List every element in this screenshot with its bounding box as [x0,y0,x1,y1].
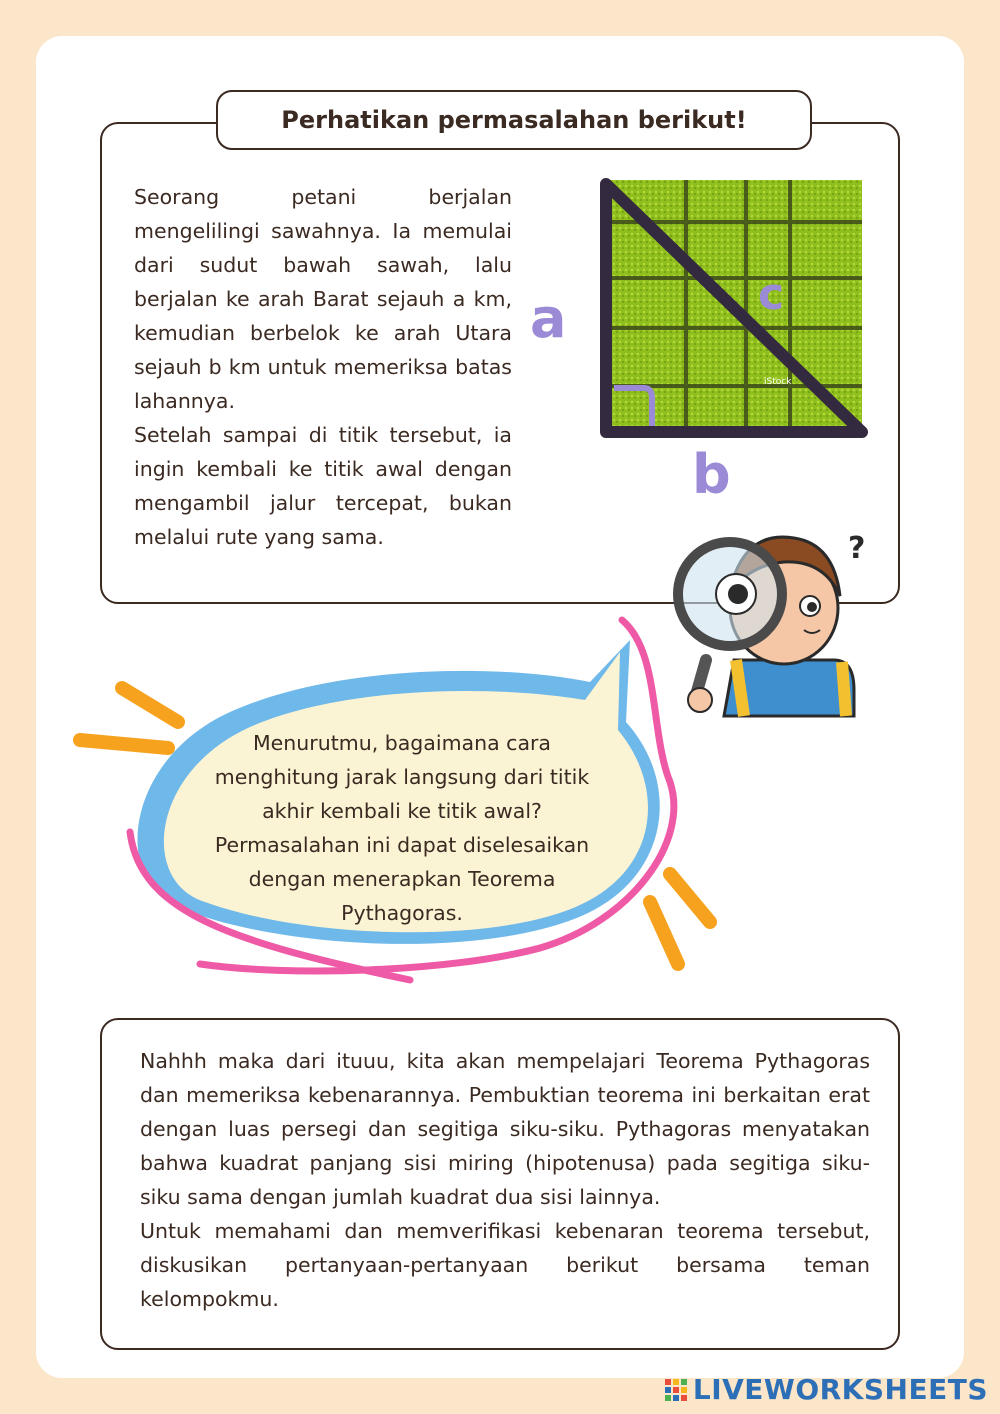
intro-paragraph-1: Nahhh maka dari ituuu, kita akan mempelajari Teorema Pythagoras dan memeriksa kebenarannya. Pembuktian teorema ini berkaitan erat dengan luas persegi dan segitiga siku-siku. Pythagoras menyatakan bahwa kuadrat panjang sisi miring (hipotenusa) pada segitiga siku-siku sama dengan jumlah kuadrat dua sisi lainnya. [140,1049,870,1209]
question-mark-icon: ? [848,531,866,566]
intro-text [140,1044,870,1316]
rice-field-triangle-image [600,178,866,438]
label-a: a [530,287,567,350]
problem-title: Perhatikan permasalahan berikut! [216,90,812,150]
watermark-text: iStock [764,377,792,387]
problem-text [134,180,512,554]
problem-paragraph-2: Setelah sampai di titik tersebut, ia ingin kembali ke titik awal dengan mengambil jalur tercepat, bukan melalui rute yang sama. [134,423,512,549]
liveworksheets-logo[interactable] [665,1373,988,1406]
bubble-question: Menurutmu, bagaimana cara menghitung jarak langsung dari titik akhir kembali ke titik awal? Permasalahan ini dapat diselesaikan dengan menerapkan Teorema Pythagoras. [214,731,590,925]
label-c: c [758,269,785,320]
liveworksheets-logo-icon [665,1379,687,1401]
kid-with-magnifier-illustration [664,510,866,720]
intro-paragraph-2: Untuk memahami dan memverifikasi kebenaran teorema tersebut, diskusikan pertanyaan-pertanyaan berikut bersama teman kelompokmu. [140,1219,870,1311]
label-b: b [692,443,731,506]
brand-name: LIVEWORKSHEETS [692,1373,988,1406]
problem-paragraph-1: Seorang petani berjalan mengelilingi sawahnya. Ia memulai dari sudut bawah sawah, lalu berjalan ke arah Barat sejauh a km, kemudian berbelok ke arah Utara sejauh b km untuk memeriksa batas lahannya. [134,185,512,413]
